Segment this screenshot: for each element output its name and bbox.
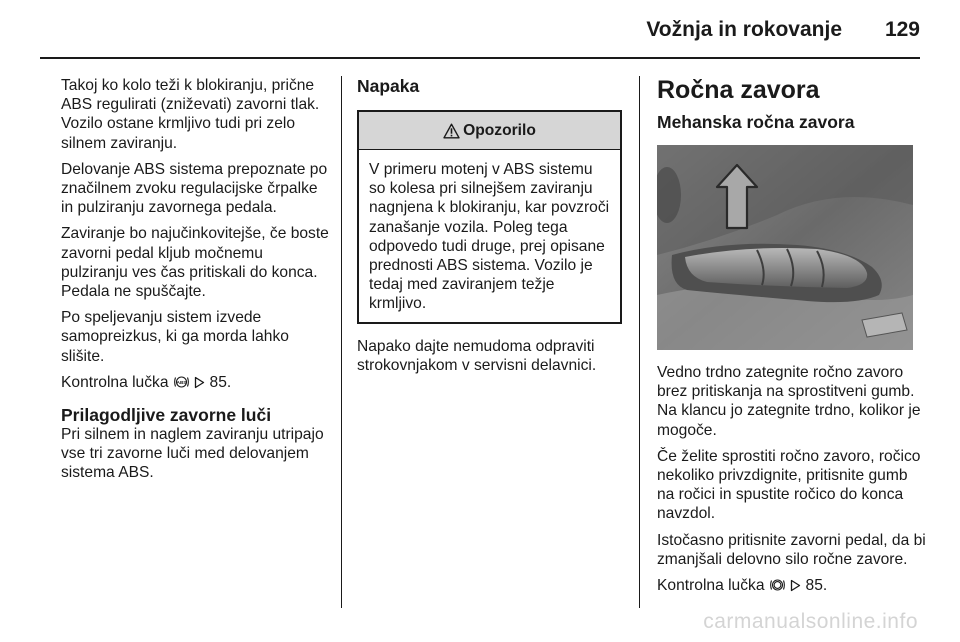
column-divider-2	[639, 76, 640, 608]
warning-title: Opozorilo	[463, 121, 536, 139]
subheading-mechanical-parking-brake: Mehanska ročna zavora	[657, 112, 855, 132]
indicator-reference-brake	[657, 576, 927, 597]
paragraph-press-pedal: Istočasno pritisnite zavorni pedal, da bi zmanjšali delovno silo ročne zavore.	[657, 531, 926, 568]
page-header	[0, 0, 960, 58]
brake-warning-light-icon	[769, 578, 786, 597]
paragraph-self-test: Po speljevanju sistem izvede samopreizkus, ki ga morda lahko slišite.	[61, 309, 289, 365]
indicator-reference-abs	[61, 373, 331, 394]
column-divider-1	[341, 76, 342, 608]
column-left	[61, 76, 331, 490]
watermark: carmanualsonline.info	[703, 610, 918, 633]
paragraph-abs-regulation: Takoj ko kolo teži k blokiranju, prične ABS regulirati (zniževati) zavorni tlak. Vozilo ostane krmljivo tudi pri zelo silnem zaviranju.	[61, 77, 320, 152]
handbrake-lever-photo	[657, 145, 913, 350]
paragraph-fault-service: Napako dajte nemudoma odpraviti strokovnjakom v servisni delavnici.	[357, 337, 597, 374]
paragraph-apply-brake: Vedno trdno zategnite ročno zavoro brez pritiskanja na sprostitveni gumb. Na klancu jo zategnite trdno, kolikor je mogoče.	[657, 364, 921, 439]
indicator-page-ref: 85.	[805, 577, 828, 595]
page-title: Vožnja in rokovanje	[646, 18, 842, 41]
subheading-adaptive-brake-lights: Prilagodljive zavorne luči	[61, 405, 272, 426]
heading-fault: Napaka	[357, 76, 420, 96]
page-number: 129	[884, 18, 920, 41]
warning-triangle-icon	[443, 123, 460, 139]
paragraph-braking-advice: Zaviranje bo najučinkovitejše, če boste zavorni pedal kljub močnemu pulziranju ves čas pritiskali do konca. Pedala ne spuščajte.	[61, 225, 329, 301]
svg-text:ABS: ABS	[176, 379, 187, 385]
paragraph-brake-lights: Pri silnem in naglem zaviranju utripajo vse tri zavorne luči med delovanjem sistema ABS.	[61, 426, 324, 482]
warning-body: V primeru motenj v ABS sistemu so kolesa pri silnejšem zaviranju nagnjena k blokiranju, kar povzroči zanašanje vozila. Poleg tega odpovedo tudi druge, prej opisane prednosti ABS sistema. Vozilo je tedaj med zaviranjem težje krmljivo.	[369, 161, 610, 313]
indicator-label: Kontrolna lučka	[61, 373, 169, 391]
warning-box	[357, 110, 622, 324]
indicator-page-ref: 85.	[209, 373, 232, 391]
column-right	[657, 76, 927, 604]
header-divider	[40, 57, 920, 59]
column-middle	[357, 76, 625, 382]
abs-warning-light-icon	[173, 375, 190, 394]
paragraph-release-brake: Če želite sprostiti ročno zavoro, ročico nekoliko privzdignite, pritisnite gumb na ročici in spustite ročico do konca navzdol.	[657, 447, 921, 523]
heading-parking-brake: Ročna zavora	[657, 76, 820, 104]
page-reference-arrow-icon	[194, 375, 205, 394]
warning-header	[359, 112, 620, 150]
paragraph-abs-sound: Delovanje ABS sistema prepoznate po značilnem zvoku regulacijske črpalke in pulziranju zavornega pedala.	[61, 160, 328, 217]
indicator-label: Kontrolna lučka	[657, 577, 765, 595]
page-reference-arrow-icon	[790, 578, 801, 597]
